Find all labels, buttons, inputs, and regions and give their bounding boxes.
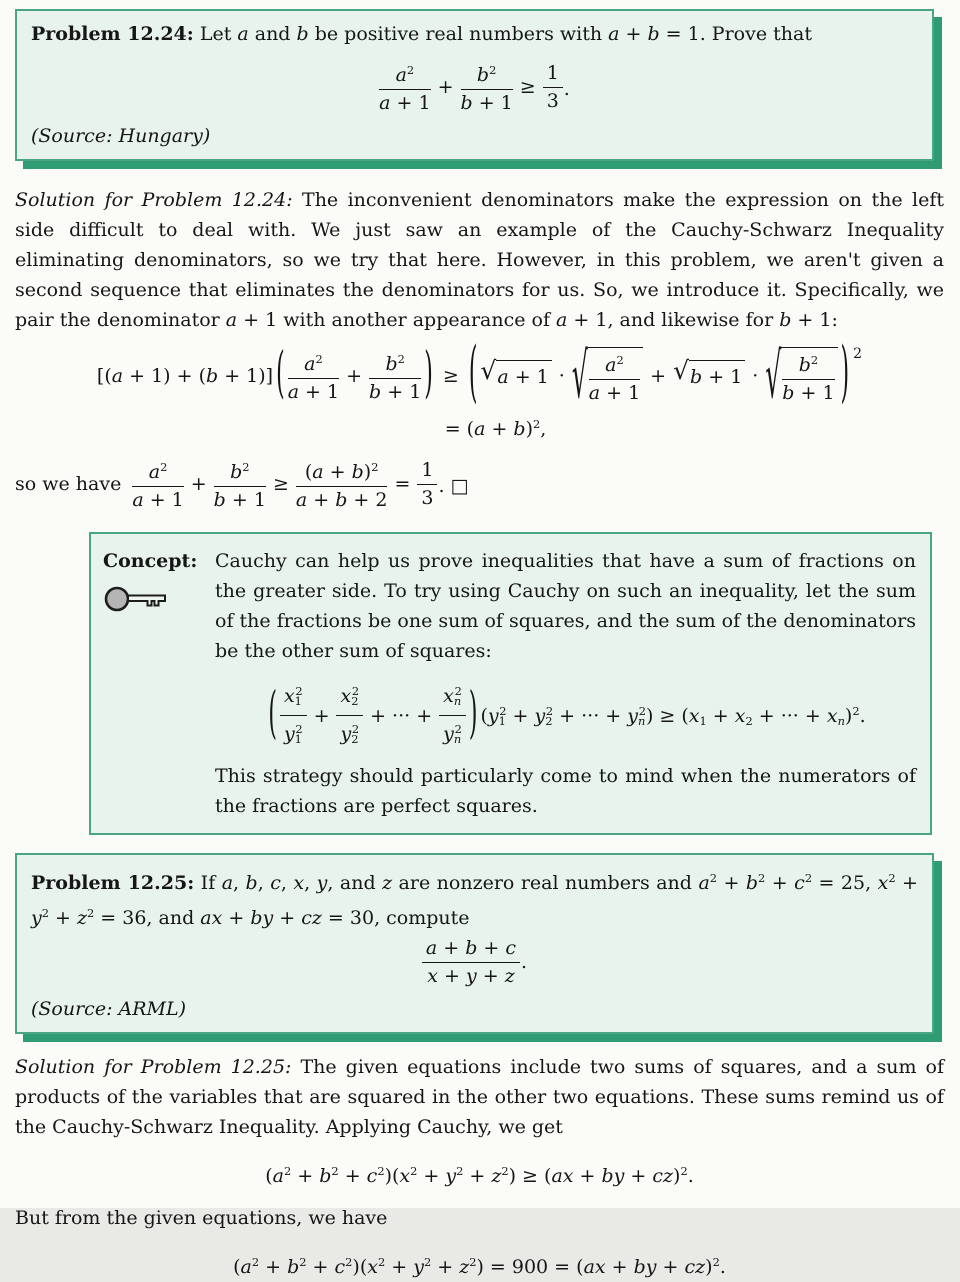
- fraction: $\frac{a^2}{a + 1}$: [589, 349, 640, 405]
- display-inequality-12-24: [31, 59, 918, 115]
- conclusion-lead: so we have: [15, 473, 122, 496]
- problem-box-12-25: [15, 853, 934, 1034]
- concept-text-column: [215, 546, 916, 821]
- right-paren: ): [840, 337, 850, 413]
- exponent: 2: [853, 346, 863, 363]
- sqrt: [571, 339, 643, 413]
- bracket-sum: [(a + 1) + (b + 1)]: [96, 365, 274, 388]
- solution-12-24-paragraph: Solution for Problem 12.24: The inconvenient denominators make the expression on the left side difficult to deal with. We just saw an example of the Cauchy-Schwarz Inequality eliminating denominators, so we try that here. However, in this problem, we aren't given a second sequence that eliminates the denominators for us. So, we introduce it. Specifically, we pair the denominator a + 1 with another appearance of a + 1, and likewise for b + 1:: [15, 189, 944, 332]
- display-line-2: = $(a + b)^2$,: [444, 417, 547, 441]
- fraction: $\frac{a^2}{a + 1}$: [132, 456, 183, 512]
- source-label: (Source: ARML): [31, 998, 187, 1021]
- geq-sign: ≥: [519, 76, 536, 99]
- solution-12-25-paragraph: Solution for Problem 12.25: The given equations include two sums of squares, and a sum of products of the variables that are squared in the other two equations. These sums remind us of the Cauchy-Schwarz Inequality. Applying Cauchy, we get: [15, 1056, 944, 1139]
- plus-sign: +: [346, 365, 363, 388]
- radical-sign: √: [673, 356, 690, 386]
- fraction: $\frac{1}{3}$: [417, 459, 437, 510]
- plus-sign: +: [437, 76, 454, 99]
- fraction: $\frac{b^2}{b + 1}$: [461, 59, 513, 115]
- radical-sign: √: [480, 356, 497, 386]
- fraction: $\frac{b^2}{b + 1}$: [214, 456, 266, 512]
- period: .: [521, 951, 528, 974]
- concept-label-column: [103, 546, 201, 821]
- fraction: $\frac{b^2}{b + 1}$: [782, 349, 834, 405]
- sqrt: √ b + 1: [673, 360, 745, 392]
- fraction: $\frac{x_1^2}{y_1^2}$: [280, 680, 307, 751]
- plus-sign: +: [190, 473, 207, 496]
- plus-dots: + ··· +: [370, 704, 433, 727]
- plus-sign: +: [313, 704, 330, 727]
- fraction: $\frac{a^2}{a + 1}$: [379, 59, 430, 115]
- sqrt: [765, 339, 837, 413]
- sqrt: √ a + 1: [480, 360, 551, 392]
- display-equality-12-25: $(a^2 + b^2 + c^2)(x^2 + y^2 + z^2) = 900 = (ax$ + by + cz)$^2$.: [233, 1255, 726, 1279]
- qed-square: . □: [438, 475, 469, 498]
- cauchy-right-side: ($y_1^2 + y_2^2$ + ··· + $y_n^2) \ge (x_1 + x_2$ + ··· + $x_n)^2$.: [480, 703, 866, 728]
- problem-12-25-title: Problem 12.25: If a, b, c, x, y, and z are nonzero real numbers and $a^2 + b^2 + c^2 = 25$, $x^2 + y^2 + z^2 = 36$, and ax + by + cz = 30, compute: [31, 871, 918, 930]
- radical-sign: √: [765, 339, 782, 413]
- concept-box: [89, 532, 932, 835]
- geq-sign: ≥: [442, 365, 459, 388]
- display-quotient-12-25: [31, 937, 918, 988]
- plus-sign: +: [650, 365, 667, 388]
- display-cauchy-expansion: [15, 337, 944, 444]
- display-line-1: [15, 337, 944, 413]
- fraction: $\frac{x_2^2}{y_2^2}$: [336, 680, 363, 751]
- display-cauchy-12-25: $(a^2 + b^2 + c^2)(x^2 + y^2 + z^2) \ge (ax$ + by + cz)$^2$.: [265, 1164, 694, 1188]
- conclusion-line: [15, 456, 944, 512]
- cdot-sign: ·: [752, 365, 759, 388]
- problem-12-24-title: Problem 12.24: Let a and b be positive real numbers with a + b = 1. Prove that: [31, 23, 812, 45]
- left-paren: (: [268, 682, 277, 747]
- right-paren: ): [424, 343, 433, 407]
- geq-sign: ≥: [272, 473, 289, 496]
- fraction: $\frac{a^2}{a + 1}$: [288, 348, 339, 404]
- problem-box-12-24: [15, 9, 934, 161]
- left-paren: (: [276, 343, 285, 407]
- left-paren: (: [468, 337, 478, 413]
- between-text: But from the given equations, we have: [15, 1207, 388, 1230]
- fraction: $\frac{(a + b)^2}{a + b + 2}$: [296, 456, 388, 512]
- equals-sign: =: [394, 473, 411, 496]
- period: .: [563, 78, 570, 101]
- fraction: $\frac{x_n^2}{y_n^2}$: [439, 680, 466, 751]
- right-paren: ): [468, 682, 478, 747]
- concept-paragraph-1: Cauchy can help us prove inequalities that have a sum of fractions on the greater side. To try using Cauchy on such an inequality, let the sum of the fractions be one sum of squares, and the sum of the denominators be the other sum of squares:: [215, 550, 916, 663]
- source-label: (Source: Hungary): [31, 125, 211, 148]
- concept-paragraph-2: This strategy should particularly come to mind when the numerators of the fractions are perfect squares.: [215, 765, 916, 818]
- radical-sign: √: [571, 339, 588, 413]
- concept-label: Concept:: [103, 550, 198, 573]
- fraction: $\frac{1}{3}$: [543, 62, 563, 113]
- fraction: $\frac{a + b + c}{x + y + z}$: [422, 937, 520, 988]
- fraction: $\frac{b^2}{b + 1}$: [369, 348, 421, 404]
- key-icon: [103, 584, 169, 616]
- cdot-sign: ·: [558, 365, 565, 388]
- concept-display: [215, 680, 916, 751]
